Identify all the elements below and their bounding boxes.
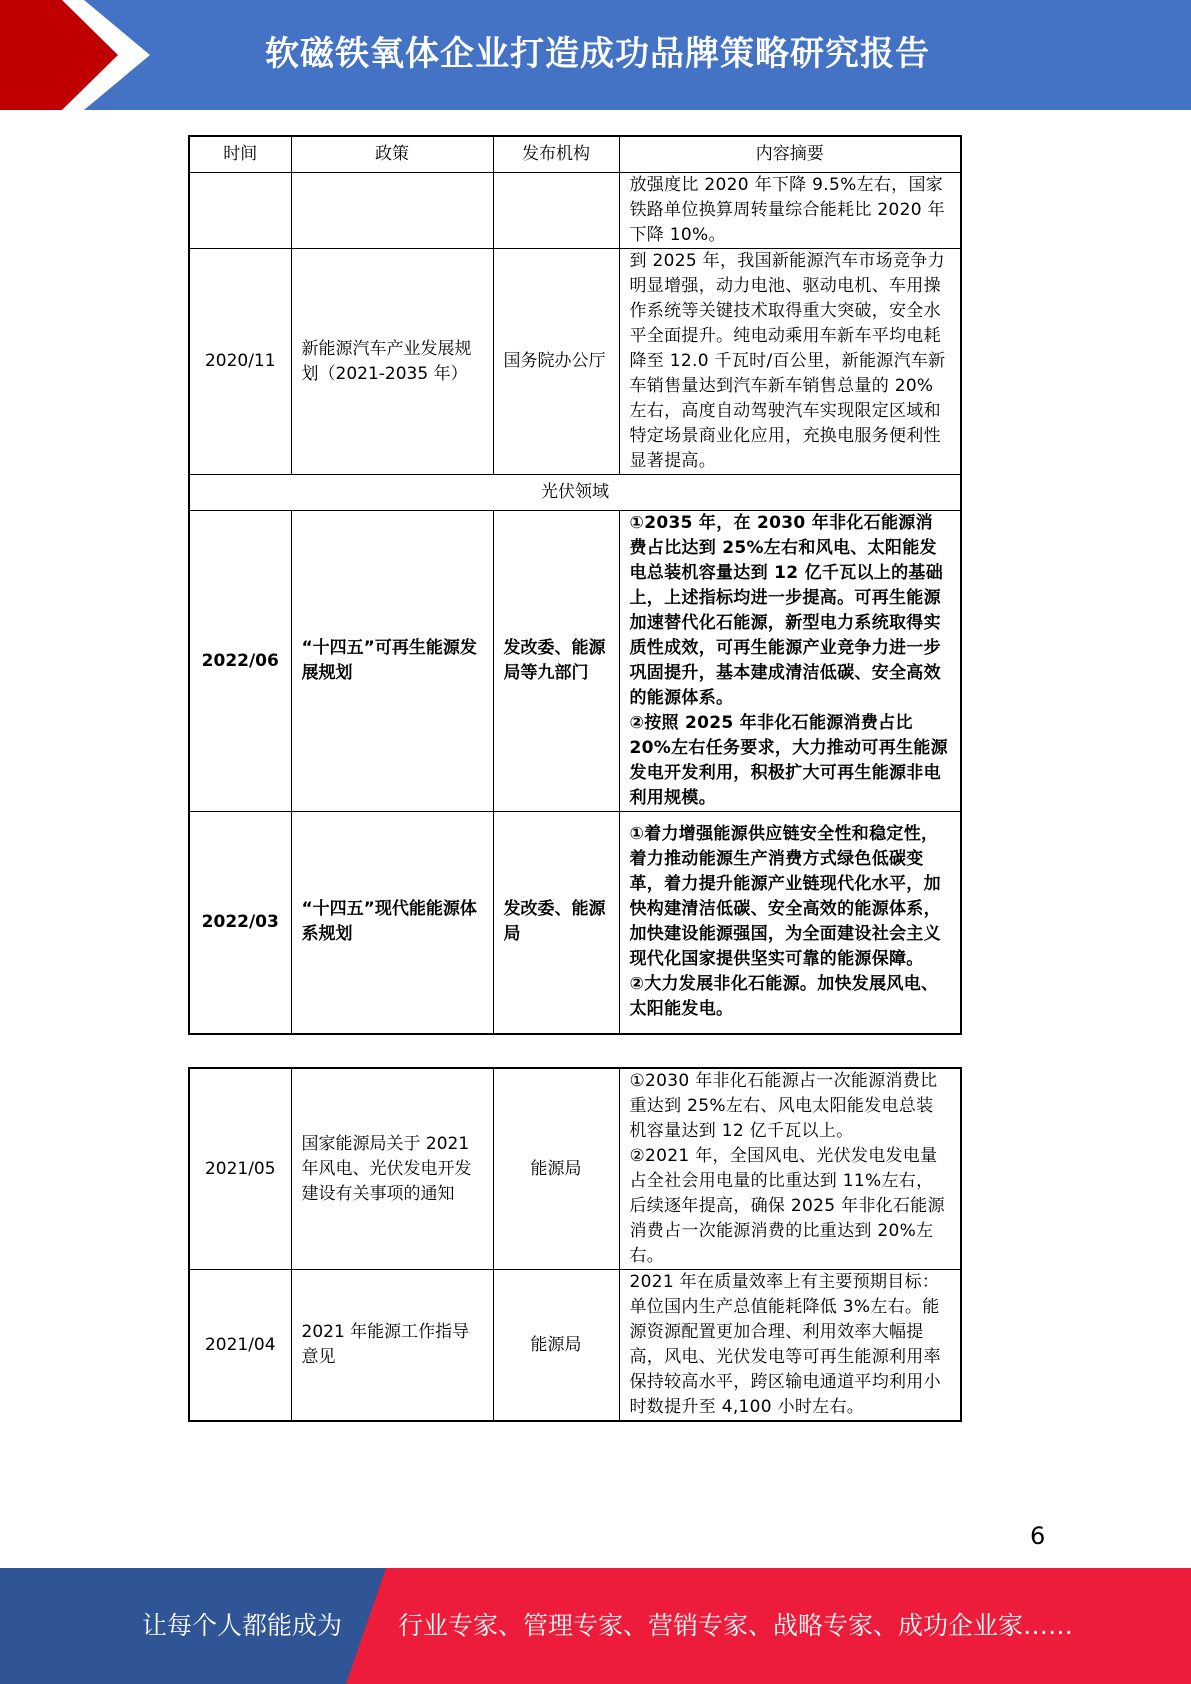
- cell-time: 2021/05: [189, 1068, 291, 1270]
- policy-table: [188, 135, 962, 1035]
- page-header: [0, 0, 1191, 110]
- footer-slogan-right: 行业专家、管理专家、营销专家、战略专家、成功企业家……: [398, 1611, 1074, 1640]
- table-row: [189, 511, 961, 812]
- table-row: [189, 249, 961, 475]
- cell-agency: 发改委、能源局等九部门: [493, 511, 619, 812]
- header-agency: 发布机构: [493, 136, 619, 173]
- cell-policy: “十四五”可再生能源发展规划: [291, 511, 493, 812]
- cell-summary: 到 2025 年，我国新能源汽车市场竞争力明显增强，动力电池、驱动电机、车用操作系统等关键技术取得重大突破，安全水平全面提升。纯电动乘用车新车平均电耗降至 12.0 千瓦时/百公里，新能源汽车新车销售量达到汽车新车销售总量的 20%左右，高度自动驾驶汽车实现限定区域和特定场景商业化应用，充换电服务便利性显著提高。: [619, 249, 961, 475]
- cell-summary: ①2030 年非化石能源占一次能源消费比重达到 25%左右、风电太阳能发电总装机容量达到 12 亿千瓦以上。 ②2021 年，全国风电、光伏发电发电量占全社会用电量的比重达到 11%左右，后续逐年提高，确保 2025 年非化石能源消费占一次能源消费的比重达到 20%左右。: [619, 1068, 961, 1270]
- cell-summary: 2021 年在质量效率上有主要预期目标：单位国内生产总值能耗降低 3%左右。能源资源配置更加合理、利用效率大幅提高，风电、光伏发电等可再生能源利用率保持较高水平，跨区输电通道平均利用小时数提升至 4,100 小时左右。: [619, 1270, 961, 1422]
- cell-agency: 能源局: [493, 1068, 619, 1270]
- cell-time: 2022/03: [189, 812, 291, 1034]
- cell-agency: 国务院办公厅: [493, 249, 619, 475]
- cell-policy: 新能源汽车产业发展规划（2021-2035 年）: [291, 249, 493, 475]
- page-footer: [0, 1568, 1191, 1684]
- cell-time: [189, 173, 291, 249]
- cell-time: 2021/04: [189, 1270, 291, 1422]
- table-row: [189, 1068, 961, 1270]
- report-title: 软磁铁氧体企业打造成功品牌策略研究报告: [265, 34, 930, 74]
- cell-policy: 国家能源局关于 2021 年风电、光伏发电开发建设有关事项的通知: [291, 1068, 493, 1270]
- header-chevron-decoration: [0, 0, 150, 110]
- table-row: [189, 812, 961, 1034]
- header-time: 时间: [189, 136, 291, 173]
- cell-agency: 发改委、能源局: [493, 812, 619, 1034]
- section-title: 光伏领域: [189, 475, 961, 511]
- cell-summary: ①着力增强能源供应链安全性和稳定性，着力推动能源生产消费方式绿色低碳变革，着力提升能源产业链现代化水平，加快构建清洁低碳、安全高效的能源体系，加快建设能源强国，为全面建设社会主义现代化国家提供坚实可靠的能源保障。 ②大力发展非化石能源。加快发展风电、太阳能发电。: [619, 812, 961, 1034]
- footer-slogan-left: 让每个人都能成为: [142, 1611, 343, 1640]
- table-header-row: [189, 136, 961, 173]
- cell-summary: ①2035 年，在 2030 年非化石能源消费占比达到 25%左右和风电、太阳能发电总装机容量达到 12 亿千瓦以上的基础上，上述指标均进一步提高。可再生能源加速替代化石能源，新型电力系统取得实质性成效，可再生能源产业竞争力进一步巩固提升，基本建成清洁低碳、安全高效的能源体系。 ②按照 2025 年非化石能源消费占比 20%左右任务要求，大力推动可再生能源发电开发利用，积极扩大可再生能源非电利用规模。: [619, 511, 961, 812]
- cell-policy: [291, 173, 493, 249]
- cell-agency: 能源局: [493, 1270, 619, 1422]
- header-policy: 政策: [291, 136, 493, 173]
- cell-agency: [493, 173, 619, 249]
- section-row: [189, 475, 961, 511]
- cell-time: 2022/06: [189, 511, 291, 812]
- header-summary: 内容摘要: [619, 136, 961, 173]
- cell-summary: 放强度比 2020 年下降 9.5%左右，国家铁路单位换算周转量综合能耗比 2020 年下降 10%。: [619, 173, 961, 249]
- table-row: [189, 173, 961, 249]
- cell-policy: 2021 年能源工作指导意见: [291, 1270, 493, 1422]
- table-row: [189, 1270, 961, 1422]
- cell-policy: “十四五”现代能能源体系规划: [291, 812, 493, 1034]
- policy-table-continued: [188, 1067, 962, 1422]
- page-number: 6: [1030, 1522, 1046, 1550]
- cell-time: 2020/11: [189, 249, 291, 475]
